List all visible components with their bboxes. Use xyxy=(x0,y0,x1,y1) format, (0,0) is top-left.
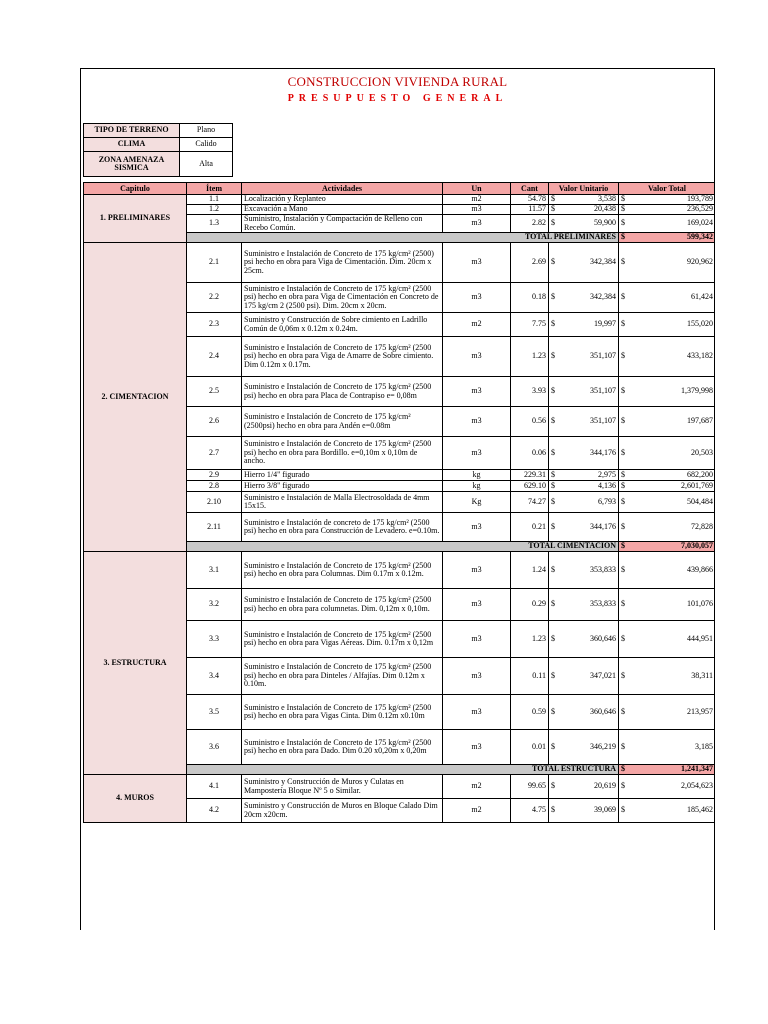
table-row xyxy=(84,195,716,205)
total-price xyxy=(619,437,716,470)
currency-symbol: $ xyxy=(621,805,625,815)
total-price xyxy=(619,313,716,337)
total-price-value: 169,024 xyxy=(687,218,713,228)
activity-description: Excavación a Mano xyxy=(242,205,443,215)
unit-price-value: 6,793 xyxy=(598,496,616,506)
quantity: 629.10 xyxy=(511,481,549,492)
total-price xyxy=(619,377,716,407)
unit-price-value: 351,107 xyxy=(590,386,616,396)
chapter-total-value: 599,342 xyxy=(687,232,713,242)
unit-price-value: 20,619 xyxy=(594,781,616,791)
item-number: 3.3 xyxy=(187,621,242,658)
activity-description: Suministro e Instalación de Concreto de 175 kg/cm² (2500 psi) hecho en obra para Bordillo. e=0,10m x 0,10m de ancho. xyxy=(242,437,443,470)
quantity: 0.18 xyxy=(511,283,549,313)
item-number: 2.6 xyxy=(187,407,242,437)
chapter-total-label: TOTAL CIMENTACION xyxy=(187,542,619,552)
unit-price xyxy=(549,552,619,589)
total-price-value: 504,484 xyxy=(687,496,713,506)
info-label: ZONA AMENAZA SISMICA xyxy=(84,152,180,177)
activity-description: Suministro y Construcción de Muros en Bloque Calado Dim 20cm x20cm. xyxy=(242,799,443,823)
currency-symbol: $ xyxy=(551,218,555,228)
item-number: 4.2 xyxy=(187,799,242,823)
activity-description: Hierro 1/4" figurado xyxy=(242,470,443,481)
unit-price xyxy=(549,658,619,695)
unit-price xyxy=(549,437,619,470)
table-row xyxy=(84,552,716,589)
currency-symbol: $ xyxy=(621,232,625,242)
activity-description: Suministro e Instalación de Malla Electrosoldada de 4mm 15x15. xyxy=(242,492,443,513)
unit-price-value: 353,833 xyxy=(590,599,616,609)
unit: m3 xyxy=(443,337,511,377)
currency-symbol: $ xyxy=(551,741,555,751)
unit: m2 xyxy=(443,195,511,205)
quantity: 2.69 xyxy=(511,243,549,283)
currency-symbol: $ xyxy=(551,469,555,479)
currency-symbol: $ xyxy=(551,447,555,457)
total-price-value: 20,503 xyxy=(691,447,713,457)
currency-symbol: $ xyxy=(621,706,625,716)
chapter-total-label: TOTAL ESTRUCTURA xyxy=(187,765,619,775)
currency-symbol: $ xyxy=(621,564,625,574)
quantity: 11.57 xyxy=(511,205,549,215)
total-price-value: 72,828 xyxy=(691,521,713,531)
activity-description: Suministro e Instalación de Concreto de 175 kg/cm² (2500 psi) hecho en obra para Viga de Cimentación en Concreto de 175 kg/cm 2 (2500 psi). Dim. 20cm x 20cm. xyxy=(242,283,443,313)
unit-price xyxy=(549,513,619,542)
unit-price-value: 19,997 xyxy=(594,319,616,329)
quantity: 0.01 xyxy=(511,730,549,765)
unit-price-value: 344,176 xyxy=(590,521,616,531)
unit-price-value: 2,975 xyxy=(598,469,616,479)
unit: kg xyxy=(443,470,511,481)
currency-symbol: $ xyxy=(551,521,555,531)
info-value: Calido xyxy=(180,138,233,152)
currency-symbol: $ xyxy=(621,469,625,479)
total-price-value: 433,182 xyxy=(687,351,713,361)
unit: m3 xyxy=(443,215,511,233)
unit-price xyxy=(549,377,619,407)
unit: m3 xyxy=(443,243,511,283)
currency-symbol: $ xyxy=(551,670,555,680)
currency-symbol: $ xyxy=(551,319,555,329)
total-price-value: 155,020 xyxy=(687,319,713,329)
item-number: 3.5 xyxy=(187,695,242,730)
chapter-total xyxy=(619,542,716,552)
item-number: 2.5 xyxy=(187,377,242,407)
item-number: 1.3 xyxy=(187,215,242,233)
currency-symbol: $ xyxy=(621,257,625,267)
activity-description: Suministro e Instalación de Concreto de 175 kg/cm² (2500) psi hecho en obra para Viga de Cimentación. Dim. 20cm x 25cm. xyxy=(242,243,443,283)
budget-sheet xyxy=(80,68,715,930)
unit-price xyxy=(549,589,619,621)
unit-price xyxy=(549,205,619,215)
column-header: Capitulo xyxy=(84,183,187,195)
currency-symbol: $ xyxy=(621,741,625,751)
quantity: 0.29 xyxy=(511,589,549,621)
unit-price-value: 39,069 xyxy=(594,805,616,815)
unit-price-value: 59,900 xyxy=(594,218,616,228)
total-price-value: 193,789 xyxy=(687,194,713,204)
currency-symbol: $ xyxy=(621,218,625,228)
activity-description: Hierro 3/8" figurado xyxy=(242,481,443,492)
currency-symbol: $ xyxy=(621,204,625,214)
document-title: CONSTRUCCION VIVIENDA RURAL xyxy=(287,74,508,89)
total-price-value: 2,054,623 xyxy=(681,781,713,791)
activity-description: Suministro e Instalación de Concreto de 175 kg/cm² (2500 psi) hecho en obra para Viga de Amarre de Sobre cimiento. Dim 0.12m x 0.17m. xyxy=(242,337,443,377)
chapter-name: 1. PRELIMINARES xyxy=(84,195,187,243)
total-price-value: 61,424 xyxy=(691,292,713,302)
total-price-value: 213,957 xyxy=(687,706,713,716)
total-price xyxy=(619,215,716,233)
unit-price-value: 4,136 xyxy=(598,480,616,490)
total-price xyxy=(619,407,716,437)
currency-symbol: $ xyxy=(621,447,625,457)
quantity: 74.27 xyxy=(511,492,549,513)
unit-price xyxy=(549,775,619,799)
unit: m3 xyxy=(443,658,511,695)
activity-description: Suministro e Instalación de Concreto de 175 kg/cm² (2500psi) hecho en obra para Andén e=0.08m xyxy=(242,407,443,437)
currency-symbol: $ xyxy=(621,496,625,506)
item-number: 1.2 xyxy=(187,205,242,215)
total-price-value: 1,379,998 xyxy=(681,386,713,396)
currency-symbol: $ xyxy=(621,351,625,361)
total-price-value: 439,866 xyxy=(687,564,713,574)
total-price xyxy=(619,589,716,621)
activity-description: Suministro e Instalación de Concreto de 175 kg/cm² (2500 psi) hecho en obra para Columnas. Dim 0.17m x 0.12m. xyxy=(242,552,443,589)
item-number: 2.2 xyxy=(187,283,242,313)
quantity: 229.31 xyxy=(511,470,549,481)
chapter-total-value: 7,030,057 xyxy=(681,541,713,551)
info-label: CLIMA xyxy=(84,138,180,152)
unit-price-value: 360,646 xyxy=(590,706,616,716)
quantity: 4.75 xyxy=(511,799,549,823)
chapter-name: 2. CIMENTACION xyxy=(84,243,187,552)
unit-price-value: 346,219 xyxy=(590,741,616,751)
unit-price-value: 3,538 xyxy=(598,194,616,204)
unit: m3 xyxy=(443,407,511,437)
column-header: Cant xyxy=(511,183,549,195)
unit-price xyxy=(549,799,619,823)
unit: m3 xyxy=(443,552,511,589)
column-header: Ítem xyxy=(187,183,242,195)
table-row xyxy=(84,243,716,283)
column-header: Un xyxy=(443,183,511,195)
currency-symbol: $ xyxy=(551,480,555,490)
table-row xyxy=(84,775,716,799)
unit-price-value: 347,021 xyxy=(590,670,616,680)
unit-price xyxy=(549,492,619,513)
column-header: Valor Total xyxy=(619,183,716,195)
item-number: 2.11 xyxy=(187,513,242,542)
quantity: 1.23 xyxy=(511,621,549,658)
total-price xyxy=(619,205,716,215)
unit: m3 xyxy=(443,513,511,542)
item-number: 3.4 xyxy=(187,658,242,695)
document-subtitle: PRESUPUESTO GENERAL xyxy=(287,93,508,104)
chapter-total xyxy=(619,765,716,775)
quantity: 0.59 xyxy=(511,695,549,730)
currency-symbol: $ xyxy=(621,319,625,329)
activity-description: Suministro e Instalación de Concreto de 175 kg/cm² (2500 psi) hecho en obra para Dado. Dim 0.20 x0,20m x 0,20m xyxy=(242,730,443,765)
quantity: 7.75 xyxy=(511,313,549,337)
currency-symbol: $ xyxy=(551,599,555,609)
total-price-value: 101,076 xyxy=(687,599,713,609)
unit-price xyxy=(549,695,619,730)
chapter-total-value: 1,241,347 xyxy=(681,764,713,774)
currency-symbol: $ xyxy=(621,292,625,302)
quantity: 99.65 xyxy=(511,775,549,799)
total-price xyxy=(619,283,716,313)
total-price xyxy=(619,621,716,658)
activity-description: Suministro e Instalación de concreto de 175 kg/cm² (2500 psi) hecho en obra para Construcción de Levadero. e=0.10m. xyxy=(242,513,443,542)
currency-symbol: $ xyxy=(621,670,625,680)
currency-symbol: $ xyxy=(551,257,555,267)
unit: Kg xyxy=(443,492,511,513)
unit-price xyxy=(549,195,619,205)
unit-price-value: 360,646 xyxy=(590,633,616,643)
activity-description: Suministro e Instalación de Concreto de 175 kg/cm² (2500 psi) hecho en obra para Placa de Contrapiso e= 0,08m xyxy=(242,377,443,407)
activity-description: Suministro e Instalación de Concreto de 175 kg/cm² (2500 psi) hecho en obra para Vigas Aéreas. Dim. 0.17m x 0,12m xyxy=(242,621,443,658)
total-price-value: 197,687 xyxy=(687,416,713,426)
total-price xyxy=(619,513,716,542)
unit: m3 xyxy=(443,695,511,730)
unit-price xyxy=(549,215,619,233)
item-number: 2.3 xyxy=(187,313,242,337)
activity-description: Localización y Replanteo xyxy=(242,195,443,205)
total-price xyxy=(619,695,716,730)
item-number: 3.1 xyxy=(187,552,242,589)
currency-symbol: $ xyxy=(551,706,555,716)
chapter-name: 4. MUROS xyxy=(84,775,187,823)
currency-symbol: $ xyxy=(621,416,625,426)
item-number: 2.7 xyxy=(187,437,242,470)
info-value: Alta xyxy=(180,152,233,177)
total-price xyxy=(619,481,716,492)
total-price-value: 2,601,769 xyxy=(681,480,713,490)
unit: m3 xyxy=(443,377,511,407)
budget-table xyxy=(83,182,715,823)
item-number: 3.2 xyxy=(187,589,242,621)
quantity: 3.93 xyxy=(511,377,549,407)
currency-symbol: $ xyxy=(551,633,555,643)
project-info-table xyxy=(83,123,233,177)
info-row xyxy=(84,152,233,177)
quantity: 0.06 xyxy=(511,437,549,470)
unit: m3 xyxy=(443,589,511,621)
unit-price xyxy=(549,407,619,437)
currency-symbol: $ xyxy=(551,805,555,815)
unit-price xyxy=(549,481,619,492)
activity-description: Suministro e Instalación de Concreto de 175 kg/cm² (2500 psi) hecho en obra para columnetas. Dim. 0,12m x 0,10m. xyxy=(242,589,443,621)
unit-price xyxy=(549,283,619,313)
total-price xyxy=(619,552,716,589)
unit-price xyxy=(549,730,619,765)
currency-symbol: $ xyxy=(621,764,625,774)
currency-symbol: $ xyxy=(551,194,555,204)
item-number: 1.1 xyxy=(187,195,242,205)
quantity: 2.82 xyxy=(511,215,549,233)
total-price xyxy=(619,243,716,283)
unit: m2 xyxy=(443,799,511,823)
total-price-value: 920,962 xyxy=(687,257,713,267)
quantity: 54.78 xyxy=(511,195,549,205)
currency-symbol: $ xyxy=(621,521,625,531)
total-price-value: 236,529 xyxy=(687,204,713,214)
unit: m2 xyxy=(443,775,511,799)
unit-price-value: 344,176 xyxy=(590,447,616,457)
item-number: 2.10 xyxy=(187,492,242,513)
currency-symbol: $ xyxy=(621,194,625,204)
item-number: 2.9 xyxy=(187,470,242,481)
info-value: Plano xyxy=(180,124,233,138)
total-price-value: 682,200 xyxy=(687,469,713,479)
unit-price-value: 20,438 xyxy=(594,204,616,214)
info-row xyxy=(84,138,233,152)
currency-symbol: $ xyxy=(551,386,555,396)
total-price xyxy=(619,195,716,205)
total-price-value: 3,185 xyxy=(695,741,713,751)
total-price xyxy=(619,799,716,823)
activity-description: Suministro, Instalación y Compactación de Relleno con Recebo Común. xyxy=(242,215,443,233)
unit: m3 xyxy=(443,205,511,215)
unit-price xyxy=(549,313,619,337)
currency-symbol: $ xyxy=(551,781,555,791)
currency-symbol: $ xyxy=(621,386,625,396)
quantity: 1.24 xyxy=(511,552,549,589)
unit-price xyxy=(549,470,619,481)
total-price xyxy=(619,470,716,481)
total-price xyxy=(619,730,716,765)
activity-description: Suministro y Construcción de Sobre cimiento en Ladrillo Común de 0,06m x 0.12m x 0.24m. xyxy=(242,313,443,337)
unit-price xyxy=(549,337,619,377)
unit-price-value: 342,384 xyxy=(590,292,616,302)
chapter-total-label: TOTAL PRELIMINARES xyxy=(187,233,619,243)
activity-description: Suministro y Construcción de Muros y Culatas en Mampostería Bloque Nº 5 o Similar. xyxy=(242,775,443,799)
quantity: 0.11 xyxy=(511,658,549,695)
unit-price xyxy=(549,621,619,658)
chapter-name: 3. ESTRUCTURA xyxy=(84,552,187,775)
currency-symbol: $ xyxy=(621,599,625,609)
total-price xyxy=(619,337,716,377)
item-number: 3.6 xyxy=(187,730,242,765)
unit: m3 xyxy=(443,437,511,470)
budget-body xyxy=(84,195,716,823)
quantity: 0.56 xyxy=(511,407,549,437)
total-price-value: 185,462 xyxy=(687,805,713,815)
unit: m2 xyxy=(443,313,511,337)
column-header: Actividades xyxy=(242,183,443,195)
unit-price-value: 351,107 xyxy=(590,416,616,426)
currency-symbol: $ xyxy=(621,633,625,643)
currency-symbol: $ xyxy=(621,480,625,490)
unit-price-value: 353,833 xyxy=(590,564,616,574)
unit-price-value: 342,384 xyxy=(590,257,616,267)
item-number: 4.1 xyxy=(187,775,242,799)
currency-symbol: $ xyxy=(551,416,555,426)
currency-symbol: $ xyxy=(621,541,625,551)
item-number: 2.8 xyxy=(187,481,242,492)
quantity: 0.21 xyxy=(511,513,549,542)
activity-description: Suministro e Instalación de Concreto de 175 kg/cm² (2500 psi) hecho en obra para Vigas Cinta. Dim 0.12m x0.10m xyxy=(242,695,443,730)
unit-price-value: 351,107 xyxy=(590,351,616,361)
total-price-value: 38,311 xyxy=(691,670,713,680)
info-row xyxy=(84,124,233,138)
unit: m3 xyxy=(443,283,511,313)
item-number: 2.4 xyxy=(187,337,242,377)
unit: m3 xyxy=(443,730,511,765)
unit: kg xyxy=(443,481,511,492)
currency-symbol: $ xyxy=(551,292,555,302)
column-header: Valor Unitario xyxy=(549,183,619,195)
activity-description: Suministro e Instalación de Concreto de 175 kg/cm² (2500 psi) hecho en obra para Dinteles / Alfajías. Dim 0.12m x 0.10m. xyxy=(242,658,443,695)
unit-price xyxy=(549,243,619,283)
currency-symbol: $ xyxy=(551,351,555,361)
total-price xyxy=(619,658,716,695)
total-price xyxy=(619,775,716,799)
unit: m3 xyxy=(443,621,511,658)
total-price-value: 444,951 xyxy=(687,633,713,643)
total-price xyxy=(619,492,716,513)
table-header-row xyxy=(84,183,716,195)
chapter-total xyxy=(619,233,716,243)
currency-symbol: $ xyxy=(621,781,625,791)
currency-symbol: $ xyxy=(551,204,555,214)
currency-symbol: $ xyxy=(551,564,555,574)
info-label: TIPO DE TERRENO xyxy=(84,124,180,138)
quantity: 1.23 xyxy=(511,337,549,377)
item-number: 2.1 xyxy=(187,243,242,283)
currency-symbol: $ xyxy=(551,496,555,506)
